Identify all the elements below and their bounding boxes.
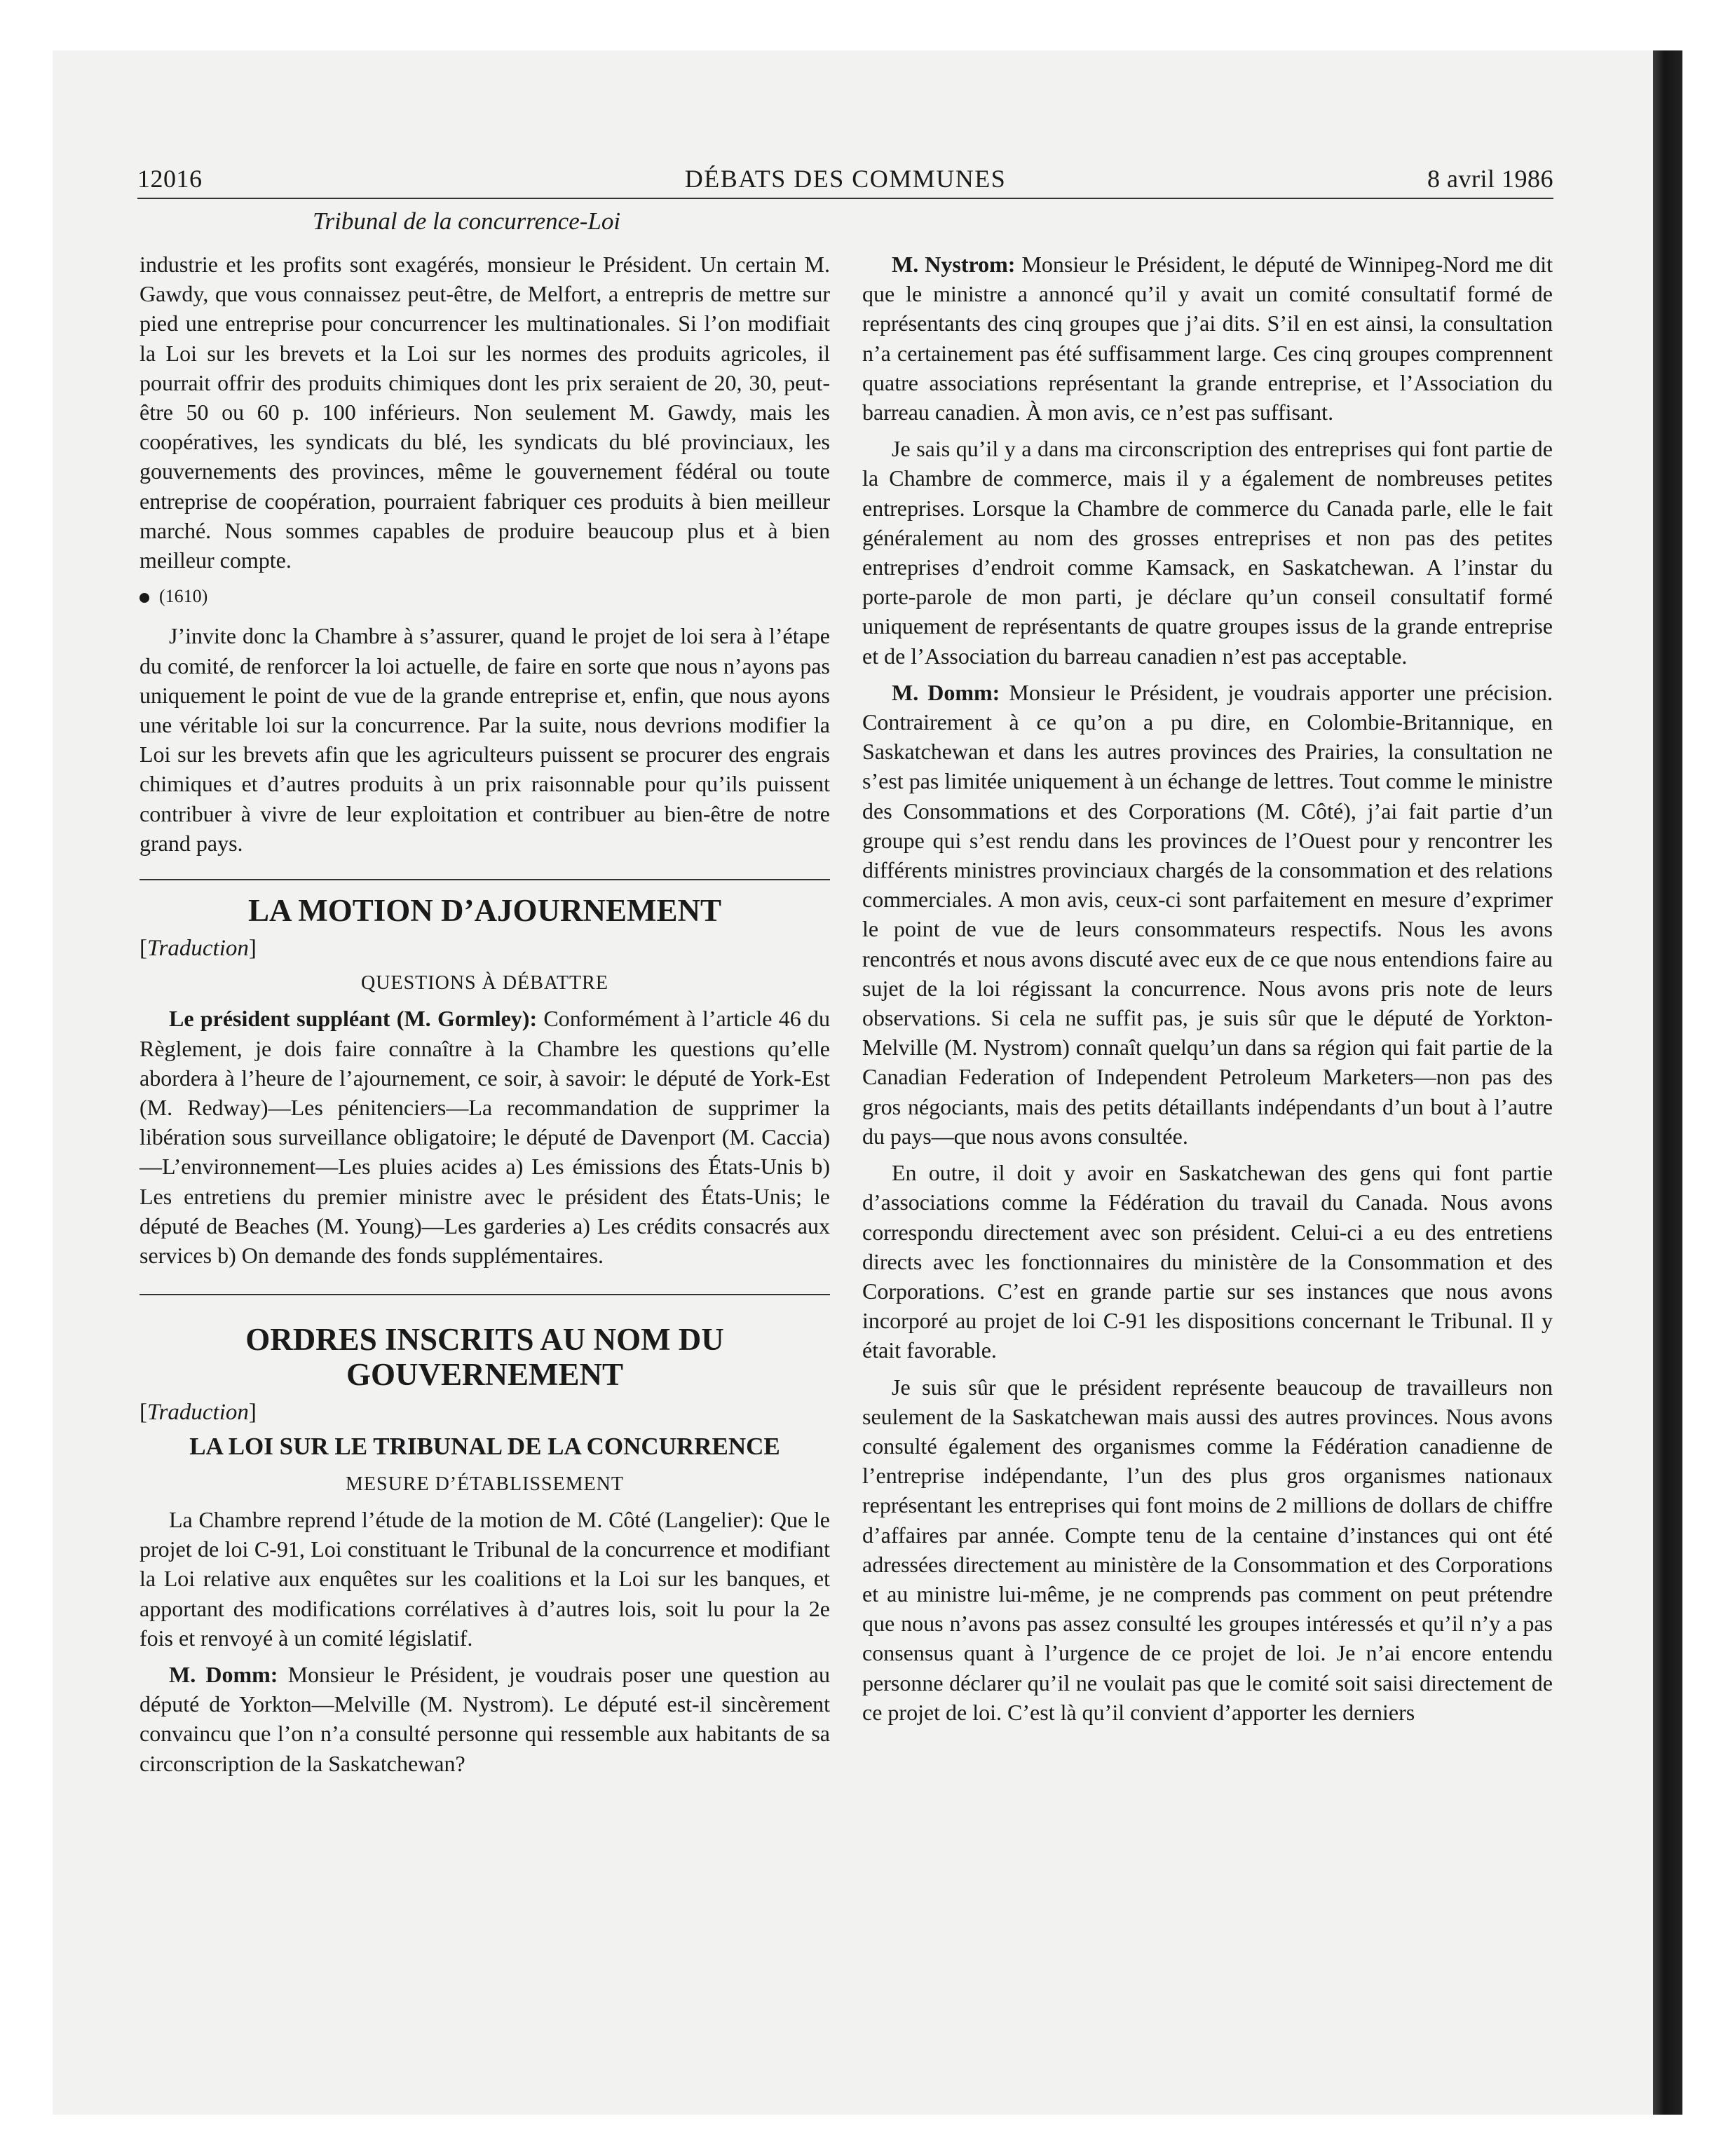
paragraph: industrie et les profits sont exagérés, monsieur le Président. Un certain M. Gawdy, que vous connaissez peut-être, de Melfort, a entrepris de mettre sur pied une entreprise pour concurrencer les multinationales. Si l’on modifiait la Loi sur les brevets et la Loi sur les normes des produits agricoles, il pourrait offrir des produits chimiques dont les prix seraient de 20, 30, peut-être 50 ou 60 p. 100 inférieurs. Non seulement M. Gawdy, mais les coopératives, les syndicats du blé, les syndicats du blé provinciaux, les gouvernements des provinces, même le gouvernement fédéral ou toute entreprise de coopération, pourraient fabriquer ces produits à bien meilleur marché. Nous sommes capables de produire beaucoup plus et à bien meilleur compte.: [140, 252, 830, 573]
time-stamp-text: (1610): [159, 586, 208, 607]
paragraph: [862, 678, 1553, 1151]
section-title: [140, 1322, 830, 1392]
translation-label: Traduction: [147, 1400, 249, 1426]
time-stamp: [140, 582, 830, 611]
page-date: 8 avril 1986: [1427, 165, 1553, 193]
paragraph: [140, 1660, 830, 1778]
section-title: LA MOTION D’AJOURNEMENT: [247, 893, 722, 929]
speech-text: Conformément à l’article 46 du Règlement, je dois faire connaître à la Chambre les questions qu’elle abordera à l’heure de l’ajournement, ce soir, à savoir: le député de York-Est (M. Redway)—Les pénitenciers—La recommandation de supprimer la libération sous surveillance obligatoire; le député de Davenport (M. Caccia)—L’environnement—Les pluies acides a) Les émissions des États-Unis b) Les entretiens du premier ministre avec le président des États-Unis; le député de Beaches (M. Young)—Les garderies a) Les crédits consacrés aux services b) On demande des fonds supplémentaires.: [140, 1006, 831, 1269]
paragraph: J’invite donc la Chambre à s’assurer, quand le projet de loi sera à l’étape du comité, de renforcer la loi actuelle, de faire en sorte que nous n’ayons pas uniquement le point de vue de la grande entreprise et, enfin, que nous ayons une véritable loi sur la concurrence. Par la suite, nous devrions modifier la Loi sur les brevets afin que les agriculteurs puissent se procurer des engrais chimiques et d’autres produits à un prix raisonnable pour qu’ils puissent contribuer à vivre de leur exploitation et contribuer au bien-être de notre grand pays.: [140, 623, 830, 856]
bullet-icon: [140, 593, 149, 603]
header-rule: [137, 198, 1553, 199]
speech-text: Monsieur le Président, je voudrais poser une question au député de Yorkton—Melville (M. Nystrom). Le député est-il sincèrement convaincu que l’on n’a consulté personne qui ressemble aux habitants de sa circonscription de la Saskatchewan?: [140, 1661, 831, 1776]
paragraph: Je suis sûr que le président représente beaucoup de travailleurs non seulement de la Saskatchewan mais aussi des autres provinces. Nous avons consulté également des organismes comme la Fédération canadienne de l’entreprise indépendante, l’un des plus gros organismes nationaux représentant les entreprises qui font moins de 2 millions de dollars de chiffre d’affaires par année. Compte tenu de la centaine d’instances qui ont été adressées directement au ministère de la Consommation et des Corporations et au ministre lui-même, je ne comprends pas comment on peut prétendre que nous n’avons pas assez consulté les groupes intéressés et qu’il n’y a pas consensus quant à l’urgence de ce projet de loi. Je n’ai encore entendu personne déclarer qu’il ne voulait pas que le comité soit saisi directement de ce projet de loi. C’est là qu’il convient d’apporter les derniers: [862, 1374, 1553, 1725]
page-number: 12016: [137, 165, 203, 193]
subsection-heading: MESURE D’ÉTABLISSEMENT: [346, 1473, 624, 1495]
speaker-name: Le président suppléant (M. Gormley):: [169, 1006, 538, 1032]
law-title: LA LOI SUR LE TRIBUNAL DE LA CONCURRENCE: [189, 1432, 780, 1460]
publication-title: DÉBATS DES COMMUNES: [684, 165, 1007, 193]
section-divider: [140, 1294, 830, 1295]
section-subhead: Tribunal de la concurrence-Loi: [313, 207, 621, 235]
right-column: [862, 250, 1553, 1734]
scan-binding-edge: [1653, 50, 1682, 2115]
paragraph: La Chambre reprend l’étude de la motion de M. Côté (Langelier): Que le projet de loi C-91, Loi constituant le Tribunal de la concurrence et modifiant la Loi relative aux enquêtes sur les coalitions et la Loi sur les banques, et apportant des modifications corrélatives à d’autres lois, soit lu pour la 2e fois et renvoyé à un comité législatif.: [140, 1506, 830, 1651]
paragraph: En outre, il doit y avoir en Saskatchewan des gens qui font partie d’associations comme la Fédération du travail du Canada. Nous avons correspondu directement avec son président. Celui-ci a eu des entretiens directs avec les fonctionnaires du ministère de la Consommation et des Corporations. C’est en grande partie sur ses instances que nous avons incorporé au projet de loi C-91 les dispositions concernant le Tribunal. Il y était favorable.: [862, 1160, 1553, 1363]
running-header: [137, 164, 1553, 199]
speech-text: Monsieur le Président, je voudrais apporter une précision. Contrairement à ce qu’on a pu dire, en Colombie-Britannique, en Saskatchewan et dans les autres provinces des Prairies, la consultation ne s’est pas limitée uniquement à un échange de lettres. Tout comme le ministre des Consommations et des Corporations (M. Côté), j’ai fait partie d’un groupe qui s’est rendu dans les provinces de l’Ouest pour y rencontrer les différents ministres provinciaux chargés de la consommation et des relations commerciales. A mon avis, ceux-ci sont parfaitement en mesure d’exprimer le point de vue de leurs consommateurs respectifs. Nous les avons rencontrés et nous avons discuté avec eux de ce que nous entendions faire au sujet de la loi régissant la concurrence. Nous avons pris note de leurs observations. Si cela ne suffit pas, je suis sûr que le député de Yorkton-Melville (M. Nystrom) connaît quelqu’un dans sa région qui fait partie de la Canadian Federation of Independent Petroleum Marketers—non pas des gros négociants, mais des petits détaillants indépendants d’un bout à l’autre du pays—que nous avons consultée.: [862, 679, 1553, 1149]
section-title-line: GOUVERNEMENT: [346, 1357, 624, 1393]
speaker-name: M. Domm:: [892, 679, 1000, 705]
section-divider: [140, 879, 830, 880]
translation-label: Traduction: [147, 936, 249, 962]
subsection-heading: QUESTIONS À DÉBATTRE: [361, 972, 608, 995]
paragraph: Je sais qu’il y a dans ma circonscription des entreprises qui font partie de la Chambre de commerce, mais il y a également de nombreuses petites entreprises. Lorsque la Chambre de commerce du Canada parle, elle le fait généralement au nom des grosses entreprises et non pas des petites entreprises d’endroit comme Kamsack, en Saskatchewan. A l’instar du porte-parole de mon parti, je déclare qu’un conseil consultatif formé uniquement de représentants de quatre groupes issus de la grande entreprise et de l’Association du barreau canadien n’est pas acceptable.: [862, 436, 1553, 669]
translation-note: [Traduction]: [140, 1400, 257, 1426]
speaker-name: M. Nystrom:: [892, 252, 1016, 277]
paragraph: [862, 250, 1553, 427]
left-column: [140, 250, 830, 1785]
section-title-line: ORDRES INSCRITS AU NOM DU: [245, 1322, 724, 1358]
speaker-name: M. Domm:: [169, 1661, 278, 1687]
translation-note: [Traduction]: [140, 936, 257, 962]
speech-text: Monsieur le Président, le député de Winnipeg-Nord me dit que le ministre a annoncé qu’il y avait un comité consultatif formé de représentants des cinq groupes que j’ai dits. S’il en est ainsi, la consultation n’a certainement pas été suffisamment large. Ces cinq groupes comprennent quatre associations représentant la grande entreprise, et l’Association du barreau canadien. À mon avis, ce n’est pas suffisant.: [862, 252, 1553, 425]
paragraph: [140, 1004, 830, 1270]
